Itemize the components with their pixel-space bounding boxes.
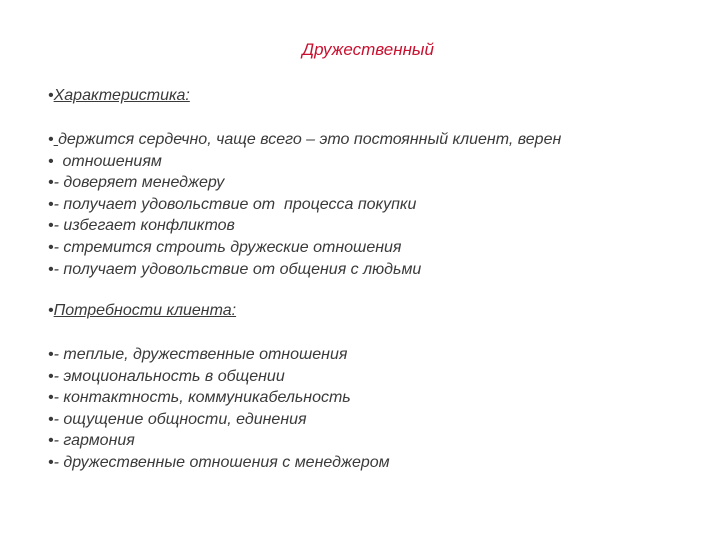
list-item-text: - контактность, коммуникабельность — [53, 389, 351, 407]
list-item-text: - избегает конфликтов — [53, 217, 235, 235]
list-item — [48, 409, 698, 431]
characteristic-heading-label: Характеристика: — [53, 87, 190, 104]
list-item — [48, 194, 698, 216]
needs-heading — [48, 301, 236, 321]
list-item — [48, 430, 698, 452]
list-item — [48, 215, 698, 237]
needs-list — [48, 344, 698, 474]
bullet: • — [48, 238, 54, 256]
needs-heading-label: Потребности клиента: — [53, 302, 237, 319]
list-item-text: - теплые, дружественные отношения — [53, 346, 348, 363]
list-item-text: отношениям — [53, 152, 162, 170]
list-item — [48, 387, 698, 409]
list-item-text: держится сердечно, чаще всего – это постоянный клиент, верен — [58, 131, 562, 148]
list-item — [48, 366, 698, 388]
bullet: • — [48, 260, 54, 278]
list-item — [48, 129, 698, 151]
bullet: • — [48, 389, 54, 407]
bullet: • — [48, 152, 54, 170]
list-item-text: - ощущение общности, единения — [53, 410, 307, 428]
list-item — [48, 237, 698, 259]
bullet: • — [48, 453, 54, 471]
slide-title: Дружественный — [302, 40, 434, 59]
list-item — [48, 172, 698, 194]
list-item-text: - получает удовольствие от общения с людьми — [53, 260, 422, 278]
characteristic-heading-bullet: • — [48, 87, 54, 104]
list-item-text: - доверяет менеджеру — [53, 174, 225, 192]
bullet: • — [48, 432, 54, 450]
list-item-text: - гармония — [53, 432, 135, 450]
bullet: • — [48, 367, 54, 385]
characteristic-heading — [48, 86, 190, 106]
bullet: • — [48, 195, 54, 213]
bullet: • — [48, 131, 54, 148]
list-item-text: - стремится строить дружеские отношения — [53, 238, 402, 256]
list-item-text: - получает удовольствие от процесса покупки — [53, 195, 417, 213]
bullet: • — [48, 174, 54, 192]
list-item-text: - дружественные отношения с менеджером — [53, 453, 390, 471]
list-item — [48, 151, 698, 173]
list-item — [48, 259, 698, 281]
bullet: • — [48, 346, 54, 363]
bullet: • — [48, 410, 54, 428]
bullet: • — [48, 217, 54, 235]
list-item — [48, 452, 698, 474]
characteristic-list — [48, 129, 698, 280]
list-item-text: - эмоциональность в общении — [53, 367, 285, 385]
list-item — [48, 344, 698, 366]
needs-heading-bullet: • — [48, 302, 54, 319]
